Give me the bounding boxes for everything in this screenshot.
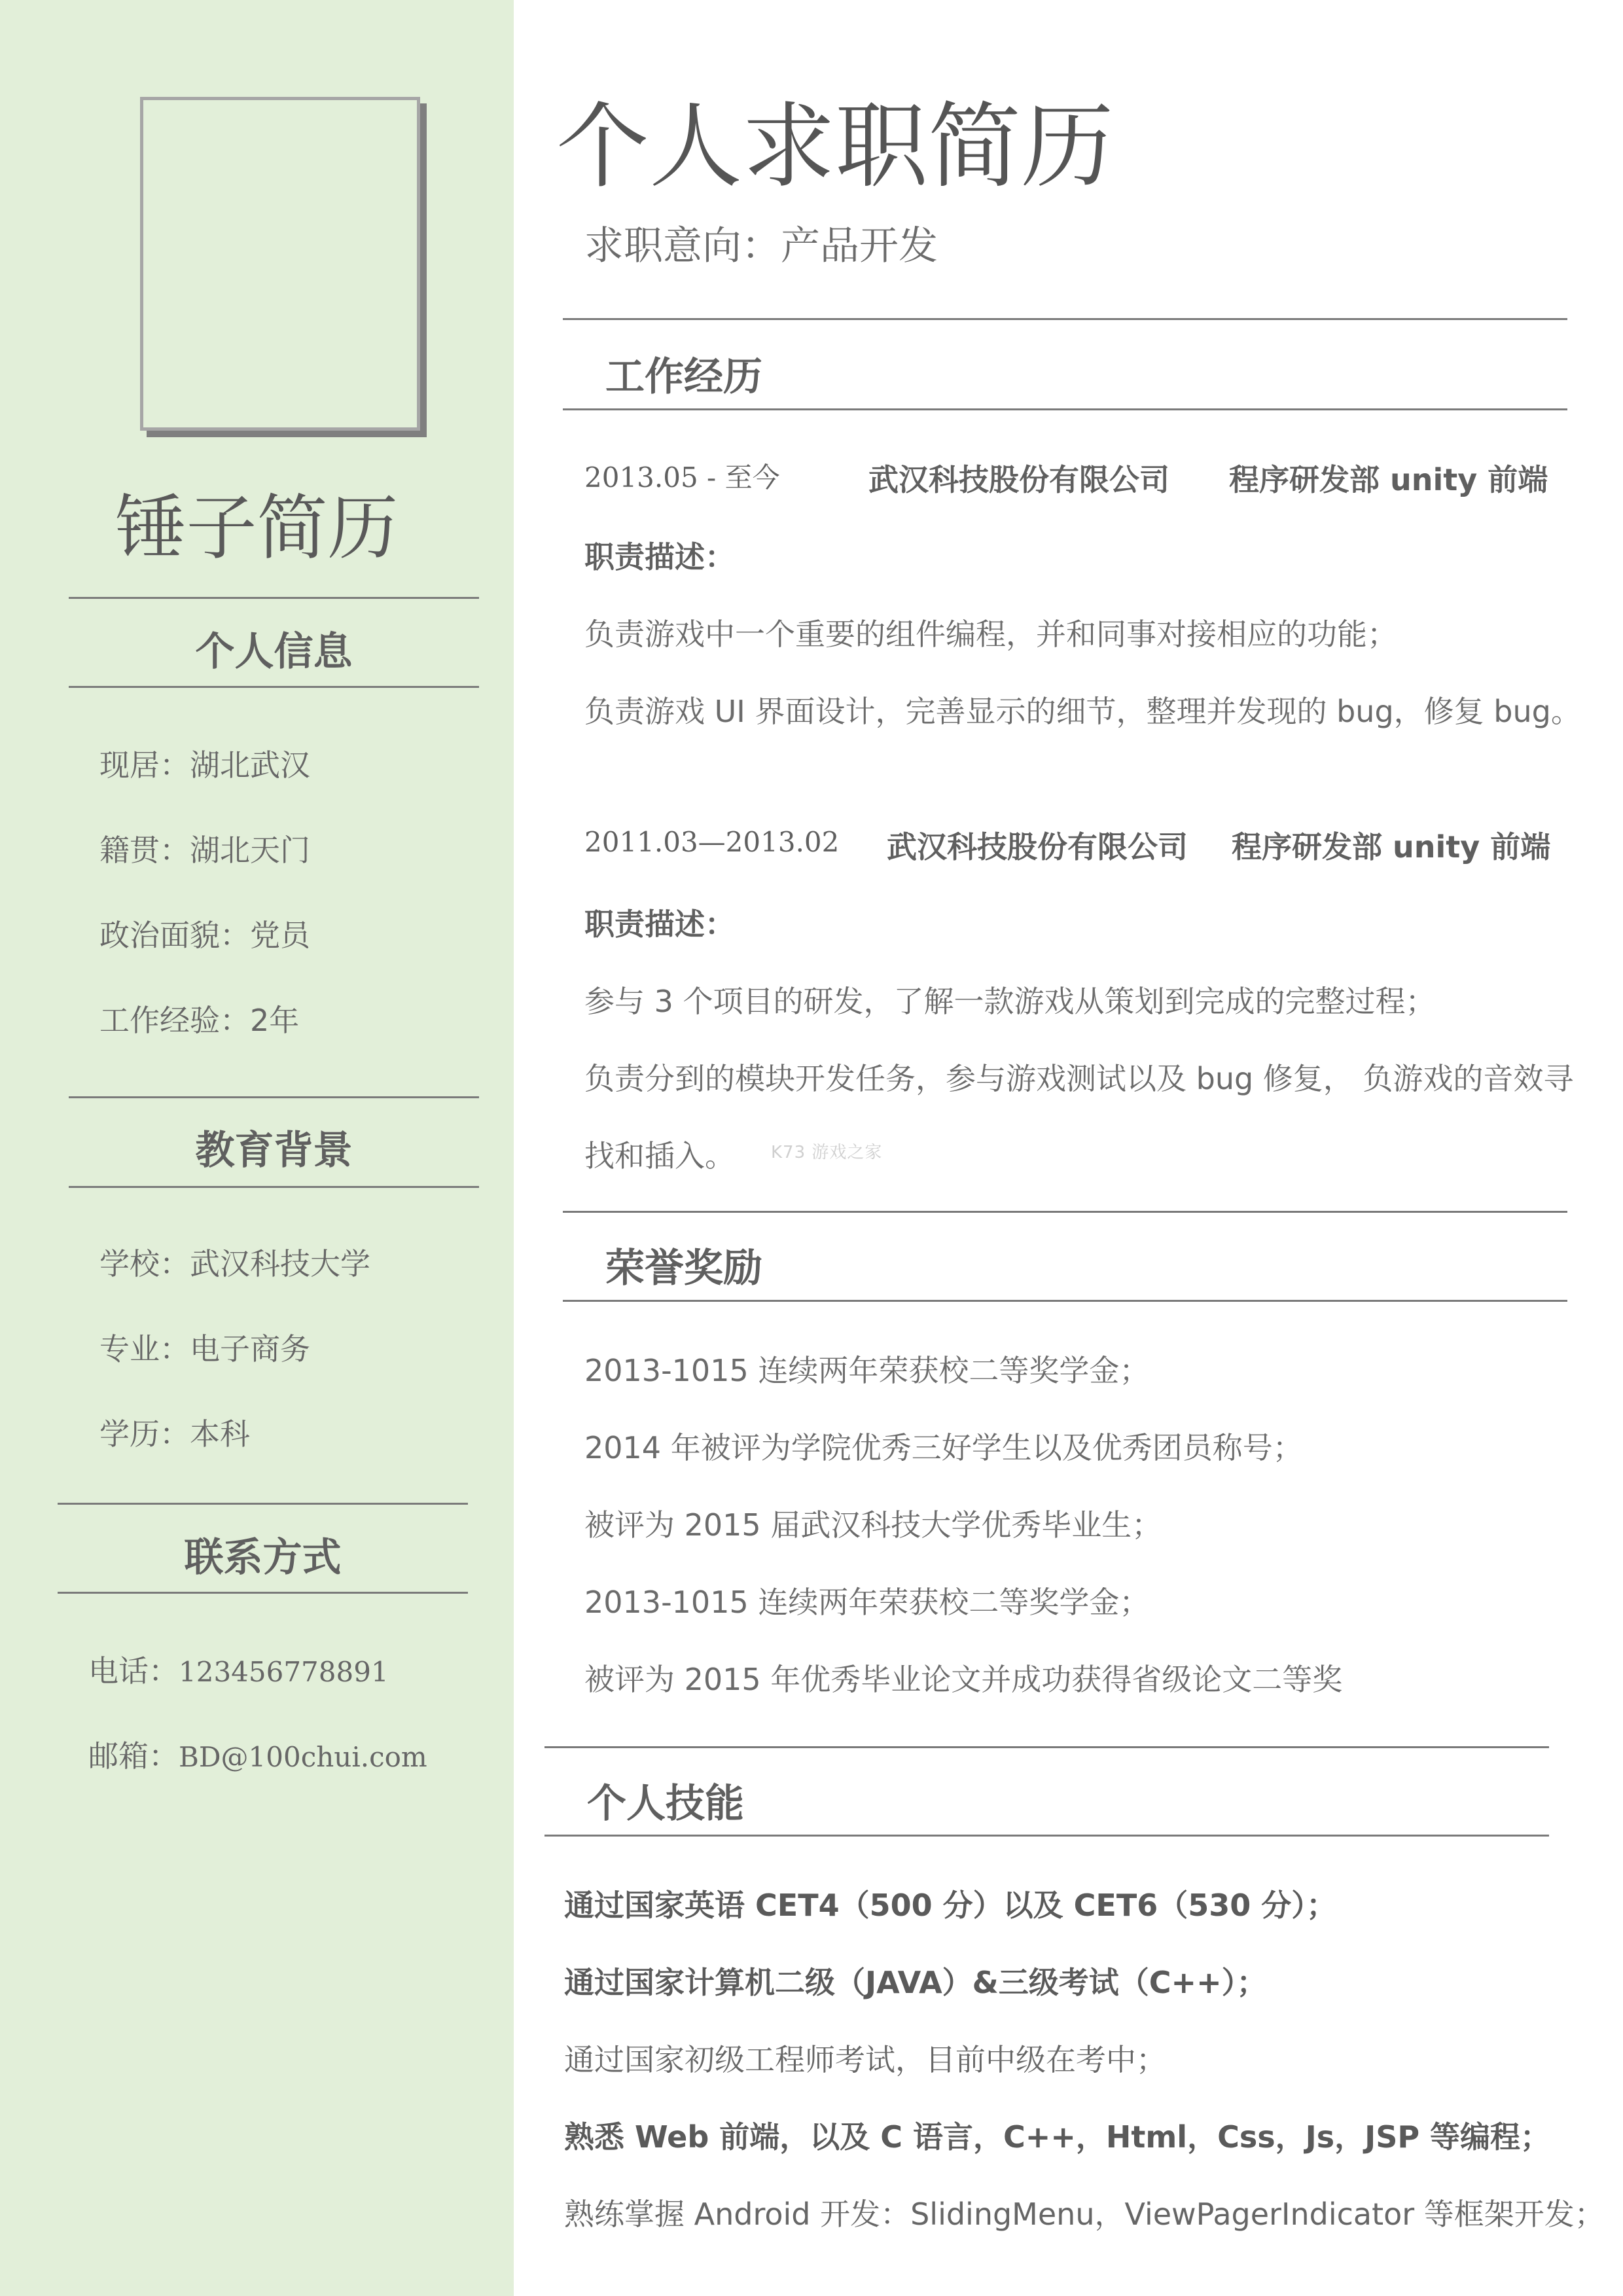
duty-label: 职责描述： (584, 539, 735, 575)
job-company: 武汉科技股份有限公司 (868, 462, 1169, 497)
section-heading-contact: 联系方式 (184, 1535, 342, 1581)
divider (58, 1503, 468, 1505)
honor-item: 2013-1015 连续两年荣获校二等奖学金； (584, 1585, 1150, 1620)
skill-item: 通过国家英语 CET4（500 分）以及 CET6（530 分）； (564, 1888, 1337, 1923)
job-dept: 程序研发部 unity 前端 (1229, 462, 1548, 497)
skill-item: 熟悉 Web 前端，以及 C 语言，C++，Html，Css，Js，JSP 等编程； (564, 2119, 1551, 2155)
personal-item: 籍贯：湖北天门 (99, 833, 310, 868)
section-heading-education: 教育背景 (195, 1128, 353, 1174)
phone-label: 电话： (88, 1653, 179, 1689)
divider (563, 318, 1567, 320)
contact-phone (88, 1647, 389, 1691)
job-header (584, 456, 780, 495)
divider (69, 1186, 479, 1188)
honor-item: 被评为 2015 届武汉科技大学优秀毕业生； (584, 1507, 1162, 1543)
divider (563, 1300, 1567, 1302)
skill-item: 通过国家初级工程师考试，目前中级在考中； (564, 2042, 1166, 2077)
job-company: 武汉科技股份有限公司 (887, 829, 1188, 865)
page-title: 个人求职简历 (556, 93, 1114, 201)
job-intent: 求职意向：产品开发 (584, 223, 938, 269)
divider (58, 1592, 468, 1594)
honor-item: 被评为 2015 年优秀毕业论文并成功获得省级论文二等奖 (584, 1662, 1343, 1697)
section-heading-honors: 荣誉奖励 (605, 1246, 762, 1291)
email-value: BD@100chui.com (179, 1741, 427, 1773)
job-period: 2011.03—2013.02 (584, 826, 840, 858)
email-label: 邮箱： (88, 1738, 179, 1774)
divider (544, 1746, 1549, 1748)
divider (69, 686, 479, 688)
duty-line: 负责游戏中一个重要的组件编程，并和同事对接相应的功能； (584, 617, 1397, 652)
skill-item: 通过国家计算机二级（JAVA）&三级考试（C++）； (564, 1965, 1267, 2000)
education-item: 学校：武汉科技大学 (99, 1246, 370, 1282)
duty-line: 参与 3 个项目的研发，了解一款游戏从策划到完成的完整过程； (584, 984, 1436, 1019)
education-item: 专业：电子商务 (99, 1331, 310, 1367)
divider (69, 597, 479, 599)
divider (544, 1835, 1549, 1837)
duty-line: 负责分到的模块开发任务，参与游戏测试以及 bug 修复， 负游戏的音效寻 (584, 1061, 1574, 1096)
section-heading-work: 工作经历 (605, 354, 762, 400)
duty-line: 负责游戏 UI 界面设计，完善显示的细节，整理并发现的 bug，修复 bug。 (584, 694, 1581, 729)
photo-placeholder (140, 97, 420, 431)
personal-item: 工作经验：2年 (99, 1003, 300, 1038)
honor-item: 2013-1015 连续两年荣获校二等奖学金； (584, 1353, 1150, 1388)
resume-name: 锤子简历 (115, 488, 399, 569)
contact-email (88, 1732, 427, 1776)
phone-value: 123456778891 (179, 1656, 389, 1688)
watermark-logo: K73 游戏之家 (771, 1143, 883, 1162)
job-period: 2013.05 - 至今 (584, 461, 780, 493)
section-heading-skills: 个人技能 (587, 1781, 744, 1827)
duty-label: 职责描述： (584, 906, 735, 942)
job-header (584, 823, 839, 859)
personal-item: 政治面貌：党员 (99, 918, 310, 953)
divider (69, 1096, 479, 1098)
duty-line: 找和插入。 (584, 1138, 735, 1174)
divider (563, 408, 1567, 410)
divider (563, 1211, 1567, 1213)
job-dept: 程序研发部 unity 前端 (1232, 829, 1551, 865)
section-heading-personal: 个人信息 (195, 629, 353, 675)
honor-item: 2014 年被评为学院优秀三好学生以及优秀团员称号； (584, 1430, 1303, 1465)
personal-item: 现居：湖北武汉 (99, 747, 310, 783)
skill-item: 熟练掌握 Android 开发：SlidingMenu，ViewPagerIndicator 等框架开发； (564, 2197, 1605, 2232)
education-item: 学历：本科 (99, 1416, 250, 1452)
